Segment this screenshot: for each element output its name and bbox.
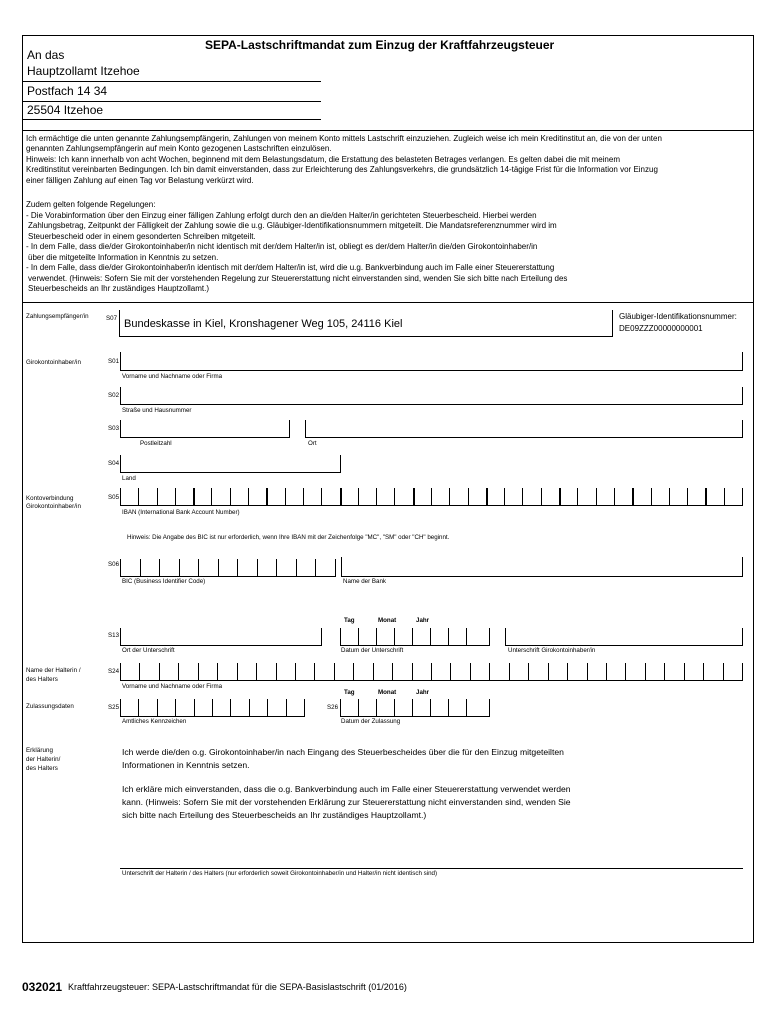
address-line-3: Postfach 14 34 (27, 84, 108, 98)
field-sub-label: Name der Bank (343, 578, 386, 585)
field-cell-divider (705, 488, 707, 506)
field-cell-divider (194, 699, 195, 717)
declaration-text: Ich erkläre mich einverstanden, dass die o.g. Bankverbindung auch im Falle einer Steuererstattung verwendet werden (122, 784, 571, 794)
address-line-2: Hauptzollamt Itzehoe (27, 64, 140, 78)
bank-label-1: Kontoverbindung (26, 495, 74, 502)
address-divider (23, 81, 321, 82)
field-border (120, 576, 336, 577)
section-divider (22, 302, 754, 303)
holder-label-1: Name der Halterin / (26, 667, 81, 674)
field-sub-label: BIC (Business Identifier Code) (122, 578, 206, 585)
notice-line: - In dem Falle, dass die/der Girokontoinhaber/in identisch mit der/dem Halter/in ist, wird die u.g. Bankverbindung auch im Falle einer Steuererstattung (26, 263, 555, 272)
field-cell-divider (723, 663, 724, 681)
field-cell-divider (230, 699, 231, 717)
field-cell-divider (276, 559, 277, 577)
field-border (742, 420, 743, 438)
notice-line: Ich ermächtige die unten genannte Zahlungsempfängerin, Zahlungen von meinem Konto mittels Lastschrift einzuziehen. Zugleich weise ich mein Kreditinstitut an, die von der unten (26, 134, 662, 143)
field-cell-divider (249, 699, 250, 717)
notice-line: Steuerbescheids an Ihr zuständiges Hauptzollamt.) (28, 284, 209, 293)
notice-line: Steuerbescheid oder in einem gesonderten Schreiben mitgeteilt. (28, 232, 256, 241)
field-cell-divider (577, 488, 578, 506)
field-cell-divider (237, 663, 238, 681)
field-cell-divider (687, 488, 688, 506)
field-border (321, 628, 322, 646)
field-cell-divider (392, 663, 393, 681)
field-sub-label: Datum der Unterschrift (341, 647, 404, 654)
payee-value: Bundeskasse in Kiel, Kronshagener Weg 105, 24116 Kiel (124, 318, 403, 330)
field-sub-label: Straße und Hausnummer (122, 407, 192, 414)
field-cell-divider (340, 488, 342, 506)
field-cell-divider (614, 488, 615, 506)
field-border (742, 387, 743, 405)
code-s06: S06 (108, 561, 120, 568)
field-cell-divider (120, 663, 121, 681)
field-border (341, 576, 743, 577)
code-s03: S03 (108, 425, 120, 432)
day-header: Tag (344, 617, 355, 624)
notice-line: genannten Zahlungsempfängerin auf mein Konto gezogenen Lastschriften einzulösen. (26, 144, 332, 153)
field-border (505, 645, 743, 646)
field-border (120, 628, 121, 646)
field-border (120, 472, 341, 473)
field-cell-divider (504, 488, 505, 506)
code-s02: S02 (108, 392, 120, 399)
field-cell-divider (256, 663, 257, 681)
field-border (289, 420, 290, 438)
field-cell-divider (431, 488, 432, 506)
field-border (119, 310, 120, 337)
field-border (340, 455, 341, 473)
field-cell-divider (625, 663, 626, 681)
field-cell-divider (548, 663, 549, 681)
field-cell-divider (466, 699, 467, 717)
field-border (120, 645, 322, 646)
field-border (340, 716, 490, 717)
field-cell-divider (175, 488, 176, 506)
bank-label-2: Girokontoinhaber/in (26, 503, 81, 510)
field-cell-divider (198, 663, 199, 681)
notice-line: über die mitgeteilte Information in Kenntnis zu setzen. (28, 253, 219, 262)
field-cell-divider (140, 559, 141, 577)
field-border (305, 437, 743, 438)
notice-line: Hinweis: Ich kann innerhalb von acht Wochen, beginnend mit dem Belastungsdatum, die Erstattung des belasteten Betrages verlangen. Es gelten dabei die mit meinem (26, 155, 620, 164)
field-border (305, 420, 306, 438)
field-cell-divider (138, 699, 139, 717)
code-s05: S05 (108, 494, 120, 501)
field-border (120, 404, 743, 405)
field-cell-divider (412, 699, 413, 717)
address-divider (23, 119, 321, 120)
notice-line: einer fälligen Zahlung auf einen Tag vor Belastung verkürzt wird. (26, 176, 254, 185)
field-border (742, 628, 743, 646)
payee-label: Zahlungsempfänger/in (26, 313, 89, 320)
notice-line: - In dem Falle, dass die/der Girokontoinhaber/in nicht identisch mit der/dem Halter/in ist, obliegt es der/dem Halter/in die/den Girokontoinhaber/in (26, 242, 538, 251)
day-header: Tag (344, 689, 355, 696)
field-cell-divider (632, 488, 634, 506)
field-cell-divider (276, 663, 277, 681)
field-cell-divider (237, 559, 238, 577)
field-border (742, 557, 743, 577)
field-cell-divider (559, 488, 561, 506)
field-cell-divider (567, 663, 568, 681)
code-s26: S26 (327, 704, 339, 711)
field-border (119, 336, 613, 337)
field-cell-divider (217, 663, 218, 681)
field-cell-divider (684, 663, 685, 681)
field-cell-divider (218, 559, 219, 577)
code-s13: S13 (108, 632, 120, 639)
field-cell-divider (373, 663, 374, 681)
field-cell-divider (286, 699, 287, 717)
field-cell-divider (596, 488, 597, 506)
code-s01: S01 (108, 358, 120, 365)
field-cell-divider (412, 628, 413, 646)
field-cell-divider (120, 488, 121, 506)
field-cell-divider (198, 559, 199, 577)
field-cell-divider (651, 488, 652, 506)
code-s04: S04 (108, 460, 120, 467)
field-cell-divider (139, 663, 140, 681)
field-cell-divider (587, 663, 588, 681)
field-cell-divider (230, 488, 231, 506)
field-cell-divider (120, 699, 121, 717)
notice-line: - Die Vorabinformation über den Einzug einer fälligen Zahlung erfolgt durch den an die/den Halter/in gerichteten Steuerbescheid. Hierbei werden (26, 211, 537, 220)
field-cell-divider (285, 488, 286, 506)
address-line-1: An das (27, 48, 65, 62)
field-cell-divider (157, 699, 158, 717)
code-s07: S07 (106, 315, 118, 322)
field-border (120, 437, 290, 438)
field-sub-label: Vorname und Nachname oder Firma (122, 373, 223, 380)
code-s24: S24 (108, 668, 120, 675)
field-cell-divider (266, 488, 268, 506)
field-cell-divider (394, 699, 395, 717)
code-s25: S25 (108, 704, 120, 711)
field-cell-divider (430, 628, 431, 646)
month-header: Monat (378, 617, 397, 624)
field-cell-divider (489, 628, 490, 646)
notice-line: Zudem gelten folgende Regelungen: (26, 200, 156, 209)
field-cell-divider (522, 488, 523, 506)
holder-signature-label: Unterschrift der Halterin / des Halters (nur erforderlich soweit Girokontoinhaber/in und Halter/in nicht identisch sind) (122, 870, 438, 877)
declaration-text: Informationen in Kenntnis setzen. (122, 760, 250, 770)
address-divider (23, 101, 321, 102)
field-cell-divider (334, 663, 335, 681)
field-border (120, 455, 121, 473)
form-number: 032021 (22, 980, 63, 994)
field-cell-divider (267, 699, 268, 717)
field-cell-divider (358, 628, 359, 646)
field-cell-divider (541, 488, 542, 506)
field-cell-divider (645, 663, 646, 681)
field-cell-divider (296, 559, 297, 577)
field-cell-divider (376, 699, 377, 717)
field-cell-divider (335, 559, 336, 577)
field-cell-divider (138, 488, 139, 506)
field-cell-divider (742, 488, 743, 506)
field-border (120, 868, 743, 869)
notice-line: Kreditinstitut vereinbarten Bedingungen. Ich bin damit einverstanden, dass zur Erleichterung des Zahlungsverkehrs, die grundsätzlich 14-tägige Frist für die Information vor Einzug (26, 165, 658, 174)
field-cell-divider (175, 699, 176, 717)
field-cell-divider (470, 663, 471, 681)
field-border (612, 310, 613, 337)
field-cell-divider (257, 559, 258, 577)
field-cell-divider (742, 663, 743, 681)
field-border (505, 628, 506, 646)
field-cell-divider (606, 663, 607, 681)
creditor-id-label: Gläubiger-Identifikationsnummer: (619, 312, 737, 321)
field-cell-divider (448, 699, 449, 717)
field-border (341, 557, 342, 577)
declaration-text: Ich werde die/den o.g. Girokontoinhaber/in nach Eingang des Steuerbescheides über die für den Einzug mitgeteilten (122, 747, 564, 757)
field-cell-divider (724, 488, 725, 506)
bic-hint: Hinweis: Die Angabe des BIC ist nur erforderlich, wenn Ihre IBAN mit der Zeichenfolge "MC", "SM" oder "CH" beginnt. (127, 534, 450, 541)
creditor-id: DE09ZZZ00000000001 (619, 324, 703, 333)
field-cell-divider (430, 699, 431, 717)
field-cell-divider (340, 699, 341, 717)
field-cell-divider (120, 559, 121, 577)
field-cell-divider (304, 699, 305, 717)
form-title: SEPA-Lastschriftmandat zum Einzug der Kraftfahrzeugsteuer (205, 38, 555, 52)
section-divider (22, 130, 754, 131)
field-cell-divider (489, 663, 490, 681)
field-cell-divider (295, 663, 296, 681)
notice-line: verwendet. (Hinweis: Sofern Sie mit der vorstehenden Regelung zur Steuererstattung nicht einverstanden sind, wenden Sie sich bitte nach Erteilung des (28, 274, 568, 283)
field-border (340, 645, 490, 646)
field-cell-divider (703, 663, 704, 681)
field-cell-divider (159, 663, 160, 681)
notice-line: Zahlungsbetrag, Zeitpunkt der Fälligkeit der Zahlung sowie die u.g. Gläubiger-Identifikationsnummern mitgeteilt. Die Mandatsreferenznummer wird im (28, 221, 557, 230)
field-cell-divider (450, 663, 451, 681)
field-cell-divider (412, 663, 413, 681)
field-cell-divider (178, 663, 179, 681)
field-sub-label: Unterschrift Girokontoinhaber/in (508, 647, 596, 654)
field-cell-divider (413, 488, 415, 506)
field-cell-divider (157, 488, 158, 506)
account-holder-label: Girokontoinhaber/in (26, 359, 81, 366)
field-cell-divider (528, 663, 529, 681)
form-description: Kraftfahrzeugsteuer: SEPA-Lastschriftmandat für die SEPA-Basislastschrift (01/2016) (68, 982, 407, 992)
field-cell-divider (669, 488, 670, 506)
field-cell-divider (314, 663, 315, 681)
field-border (742, 352, 743, 371)
field-sub-label: Ort (308, 440, 317, 447)
field-border (120, 352, 121, 371)
field-cell-divider (179, 559, 180, 577)
holder-label-2: des Halters (26, 676, 58, 683)
field-cell-divider (376, 488, 377, 506)
field-cell-divider (489, 699, 490, 717)
field-border (120, 370, 743, 371)
field-cell-divider (449, 488, 450, 506)
field-border (120, 420, 121, 438)
field-cell-divider (466, 628, 467, 646)
registration-label: Zulassungsdaten (26, 703, 74, 710)
month-header: Monat (378, 689, 397, 696)
field-sub-label: Amtliches Kennzeichen (122, 718, 187, 725)
declaration-label-2: der Halterin/ (26, 756, 61, 763)
field-cell-divider (248, 488, 249, 506)
declaration-text: kann. (Hinweis: Sofern Sie mit der vorstehenden Erklärung zur Steuererstattung nicht einverstanden sind, wenden Sie (122, 797, 571, 807)
declaration-label-1: Erklärung (26, 747, 53, 754)
field-sub-label: IBAN (International Bank Account Number) (122, 509, 240, 516)
field-cell-divider (358, 488, 359, 506)
field-sub-label: Land (122, 475, 136, 482)
field-cell-divider (358, 699, 359, 717)
field-sub-label: Vorname und Nachname oder Firma (122, 683, 223, 690)
field-cell-divider (394, 628, 395, 646)
field-cell-divider (394, 488, 395, 506)
field-cell-divider (193, 488, 195, 506)
field-cell-divider (315, 559, 316, 577)
field-border (120, 387, 121, 405)
field-cell-divider (303, 488, 304, 506)
address-line-4: 25504 Itzehoe (27, 103, 104, 117)
field-cell-divider (376, 628, 377, 646)
field-sub-label: Ort der Unterschrift (122, 647, 175, 654)
field-cell-divider (211, 488, 212, 506)
field-sub-label: Postleitzahl (140, 440, 172, 447)
field-cell-divider (431, 663, 432, 681)
field-cell-divider (321, 488, 322, 506)
declaration-text: sich bitte nach Erteilung des Steuerbescheids an Ihr zuständiges Hauptzollamt.) (122, 810, 427, 820)
year-header: Jahr (416, 689, 430, 696)
year-header: Jahr (416, 617, 430, 624)
field-cell-divider (486, 488, 488, 506)
field-cell-divider (353, 663, 354, 681)
field-sub-label: Datum der Zulassung (341, 718, 401, 725)
declaration-label-3: des Halters (26, 765, 58, 772)
field-cell-divider (159, 559, 160, 577)
field-cell-divider (340, 628, 341, 646)
field-cell-divider (509, 663, 510, 681)
field-cell-divider (448, 628, 449, 646)
field-cell-divider (664, 663, 665, 681)
field-cell-divider (468, 488, 469, 506)
field-cell-divider (212, 699, 213, 717)
